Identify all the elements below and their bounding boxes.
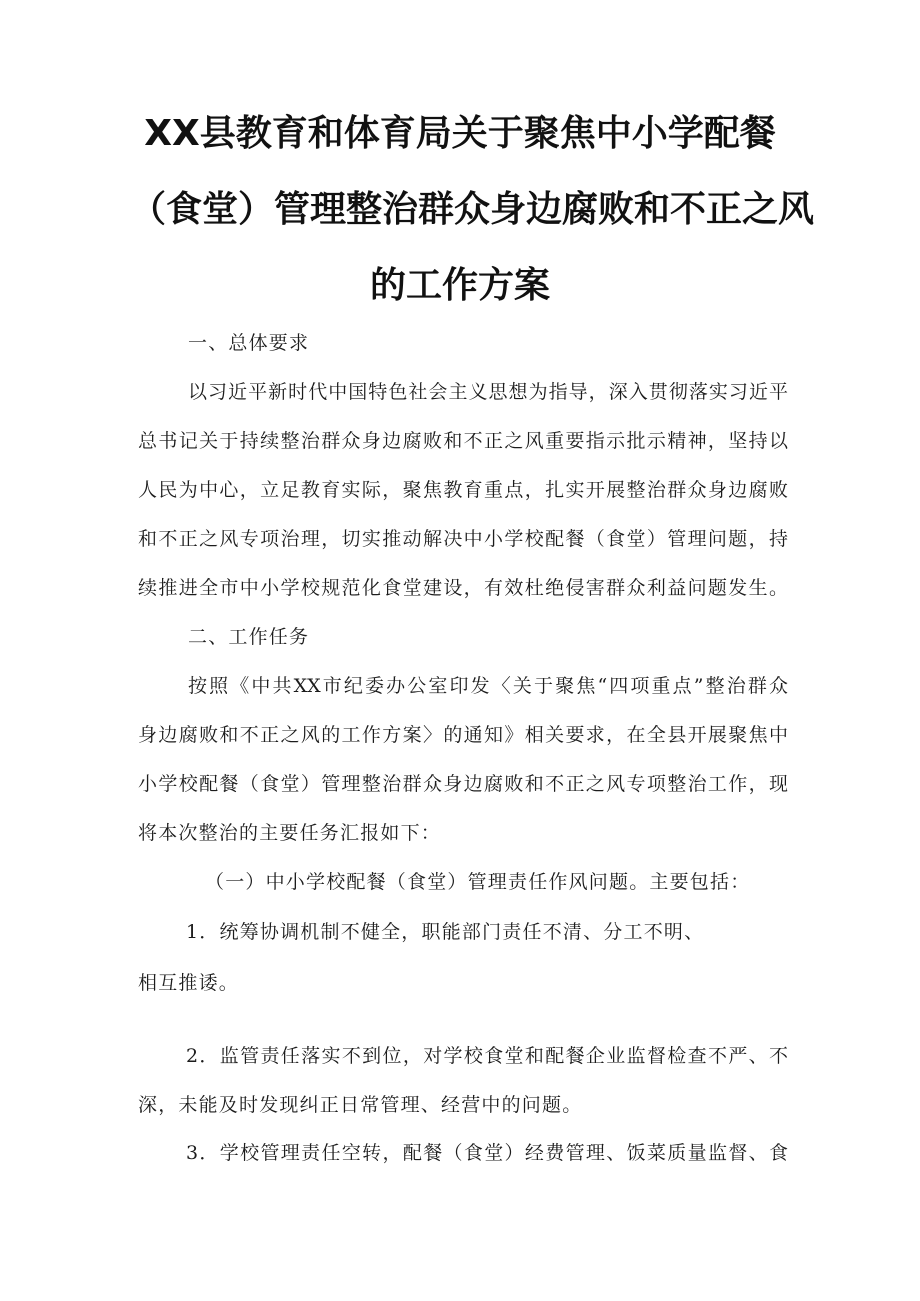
section-heading-work-tasks: 二、工作任务	[188, 626, 310, 648]
paragraph-line: 按照《中共XX市纪委办公室印发〈关于聚焦“四项重点”整治群众	[188, 675, 788, 697]
list-item-2-line-1: 2．监管责任落实不到位，对学校食堂和配餐企业监督检查不严、不	[186, 1045, 788, 1067]
paragraph-line: 续推进全市中小学校规范化食堂建设，有效杜绝侵害群众利益问题发生。	[138, 577, 788, 599]
paragraph-line: 以习近平新时代中国特色社会主义思想为指导，深入贯彻落实习近平	[188, 381, 788, 403]
subsection-heading: （一）中小学校配餐（食堂）管理责任作风问题。主要包括：	[205, 871, 751, 893]
document-title-line-3: 的工作方案	[369, 265, 550, 306]
list-item-1-line-1: 1．统筹协调机制不健全，职能部门责任不清、分工不明、	[186, 921, 705, 943]
paragraph-line: 将本次整治的主要任务汇报如下：	[138, 822, 442, 844]
paragraph-line: 小学校配餐（食堂）管理整治群众身边腐败和不正之风专项整治工作，现	[138, 773, 788, 795]
paragraph-line: 和不正之风专项治理，切实推动解决中小学校配餐（食堂）管理问题，持	[138, 528, 788, 550]
list-item-3-line-1: 3．学校管理责任空转，配餐（食堂）经费管理、饭菜质量监督、食	[186, 1142, 788, 1164]
list-item-1-line-2: 相互推诿。	[138, 972, 240, 994]
list-item-2-line-2: 深，未能及时发现纠正日常管理、经营中的问题。	[138, 1094, 583, 1116]
document-title-line-2: （食堂）管理整治群众身边腐败和不正之风	[130, 189, 815, 230]
paragraph-line: 总书记关于持续整治群众身边腐败和不正之风重要指示批示精神，坚持以	[138, 430, 788, 452]
section-heading-general-requirements: 一、总体要求	[188, 332, 310, 354]
document-title-line-1: XX县教育和体育局关于聚焦中小学配餐	[144, 113, 776, 154]
paragraph-line: 身边腐败和不正之风的工作方案〉的通知》相关要求，在全县开展聚焦中	[138, 724, 788, 746]
paragraph-line: 人民为中心，立足教育实际，聚焦教育重点，扎实开展整治群众身边腐败	[138, 479, 788, 501]
